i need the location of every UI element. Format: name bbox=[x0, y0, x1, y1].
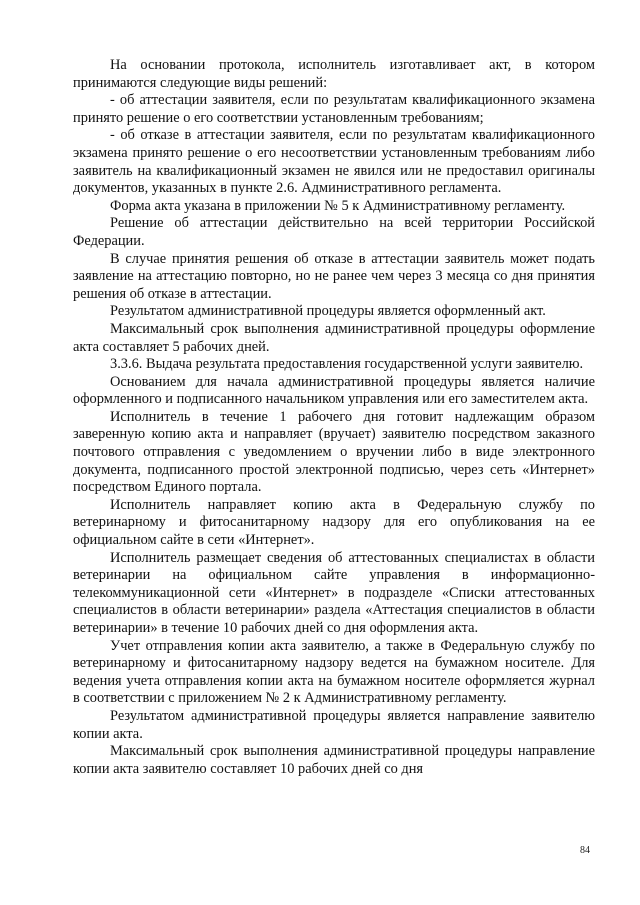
paragraph: Основанием для начала административной процедуры является наличие оформленного и подписанного начальником управления или его заместителем акта. bbox=[73, 373, 595, 408]
paragraph: На основании протокола, исполнитель изготавливает акт, в котором принимаются следующие виды решений: bbox=[73, 57, 595, 91]
list-item: - об аттестации заявителя, если по результатам квалификационного экзамена принято решение о его соответствии установленным требованиям; bbox=[73, 92, 595, 126]
paragraph: Форма акта указана в приложении № 5 к Административному регламенту. bbox=[110, 197, 566, 214]
paragraph: Результатом административной процедуры является направление заявителю копии акта. bbox=[73, 707, 595, 742]
paragraph: Учет отправления копии акта заявителю, а также в Федеральную службу по ветеринарному и фитосанитарному надзору ведется на бумажном носителе. Для ведения учета отправления копии акта на бумажном носителе оформляется журнал в соответствии с приложением № 2 к Административному регламенту. bbox=[73, 637, 595, 707]
paragraph: Максимальный срок выполнения административной процедуры оформление акта составляет 5 рабочих дней. bbox=[73, 320, 595, 355]
paragraph: Максимальный срок выполнения административной процедуры направление копии акта заявителю составляет 10 рабочих дней со дня bbox=[73, 743, 595, 777]
paragraph: Исполнитель в течение 1 рабочего дня готовит надлежащим образом заверенную копию акта и направляет (вручает) заявителю посредством заказного почтового отправления с уведомлением о вручении либо в виде электронного документа, подписанного простой электронной подписью, через сеть «Интернет» посредством Единого портала. bbox=[73, 408, 595, 496]
list-item: - об отказе в аттестации заявителя, если по результатам квалификационного экзамена принято решение о его несоответствии установленным требованиям либо заявитель на квалификационный экзамен не явился или не предоставил оригиналы документов, указанных в пункте 2.6. Административного регламента. bbox=[73, 127, 595, 197]
document-body bbox=[73, 57, 595, 778]
paragraph: Исполнитель направляет копию акта в Федеральную службу по ветеринарному и фитосанитарному надзору для его опубликования на ее официальном сайте в сети «Интернет». bbox=[73, 496, 595, 549]
page-number: 84 bbox=[580, 845, 590, 856]
paragraph: Результатом административной процедуры является оформленный акт. bbox=[110, 303, 546, 320]
paragraph: Решение об аттестации действительно на всей территории Российской Федерации. bbox=[73, 215, 595, 249]
paragraph: Исполнитель размещает сведения об аттестованных специалистах в области ветеринарии на официальном сайте управления в информационно-телекоммуникационной сети «Интернет» в подразделе «Списки аттестованных специалистов в области ветеринарии» раздела «Аттестация специалистов в области ветеринарии» в течение 10 рабочих дней со дня оформления акта. bbox=[73, 549, 595, 636]
paragraph: В случае принятия решения об отказе в аттестации заявитель может подать заявление на аттестацию повторно, но не ранее чем через 3 месяца со дня принятия решения об отказе в аттестации. bbox=[73, 250, 595, 302]
section-heading: 3.3.6. Выдача результата предоставления государственной услуги заявителю. bbox=[110, 356, 584, 373]
